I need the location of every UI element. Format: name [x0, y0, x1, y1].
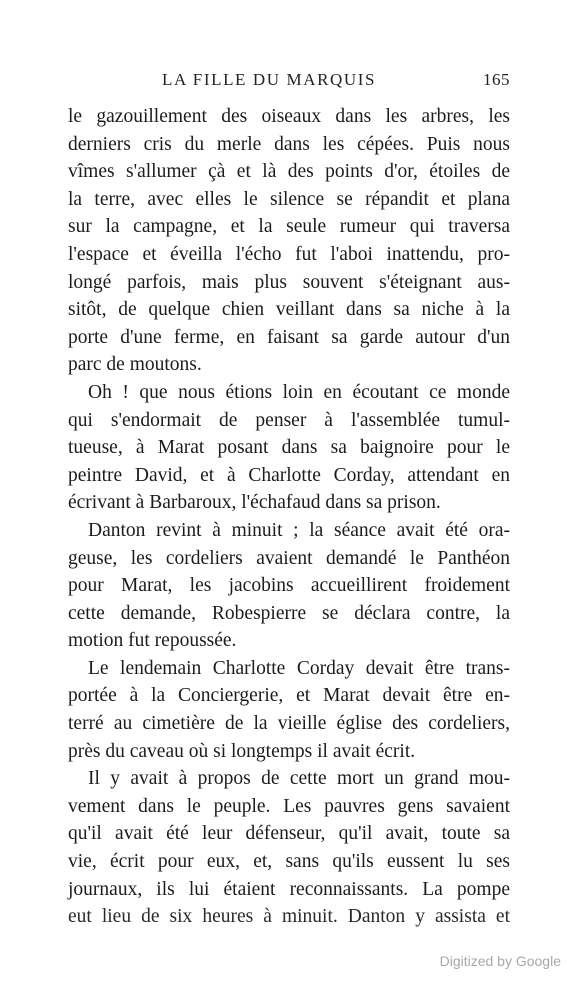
text-line: vement dans le peuple. Les pauvres gens savaient — [68, 795, 510, 817]
text-line: parc de moutons. — [68, 354, 202, 376]
text-line: eut lieu de six heures à minuit. Danton y assista et — [68, 906, 510, 928]
text-line: Oh ! que nous étions loin en écoutant ce monde — [88, 381, 510, 403]
running-head — [68, 70, 510, 94]
paragraph-3 — [68, 517, 510, 655]
text-line: la terre, avec elles le silence se répandit et plana — [68, 188, 510, 210]
text-line: sitôt, de quelque chien veillant dans sa niche à la — [68, 299, 510, 321]
text-line: l'espace et éveilla l'écho fut l'aboi inattendu, pro- — [68, 243, 510, 265]
text-line: vie, écrit pour eux, et, sans qu'ils eussent lu ses — [68, 851, 510, 873]
text-line: portée à la Conciergerie, et Marat devait être en- — [68, 685, 510, 707]
text-line: qu'il avait été leur défenseur, qu'il avait, toute sa — [68, 823, 510, 845]
text-line: cette demande, Robespierre se déclara contre, la — [68, 602, 510, 624]
paragraph-5 — [68, 765, 510, 931]
text-line: Danton revint à minuit ; la séance avait été ora- — [88, 519, 510, 541]
text-line: peintre David, et à Charlotte Corday, attendant en — [68, 464, 510, 486]
text-line: motion fut repoussée. — [68, 630, 237, 652]
page-number: 165 — [483, 70, 510, 89]
text-line: longé parfois, mais plus souvent s'éteignant aus- — [68, 271, 510, 293]
text-line: tueuse, à Marat posant dans sa baignoire pour le — [68, 437, 510, 459]
text-line: sur la campagne, et la seule rumeur qui traversa — [68, 216, 510, 238]
paragraph-4 — [68, 655, 510, 765]
text-line: porte d'une ferme, en faisant sa garde autour d'un — [68, 326, 510, 348]
digitization-watermark: Digitized by Google — [439, 953, 561, 969]
paragraph-1 — [68, 103, 510, 379]
body-text — [68, 103, 510, 931]
text-line: qui s'endormait de penser à l'assemblée tumul- — [68, 409, 510, 431]
text-line: geuse, les cordeliers avaient demandé le Panthéon — [68, 547, 510, 569]
text-line: Il y avait à propos de cette mort un grand mou- — [88, 768, 510, 790]
text-line: journaux, ils lui étaient reconnaissants. La pompe — [68, 878, 510, 900]
paragraph-2 — [68, 379, 510, 517]
running-title: LA FILLE DU MARQUIS — [162, 70, 377, 89]
text-line: Le lendemain Charlotte Corday devait être trans- — [88, 657, 510, 679]
text-line: vîmes s'allumer çà et là des points d'or, étoiles de — [68, 161, 510, 183]
text-line: pour Marat, les jacobins accueillirent froidement — [68, 575, 510, 597]
text-line: terré au cimetière de la vieille église des cordeliers, — [68, 713, 510, 735]
text-line: le gazouillement des oiseaux dans les arbres, les — [68, 106, 510, 127]
text-line: écrivant à Barbaroux, l'échafaud dans sa prison. — [68, 492, 441, 514]
text-line: derniers cris du merle dans les cépées. Puis nous — [68, 133, 510, 155]
text-line: près du caveau où si longtemps il avait écrit. — [68, 740, 416, 762]
